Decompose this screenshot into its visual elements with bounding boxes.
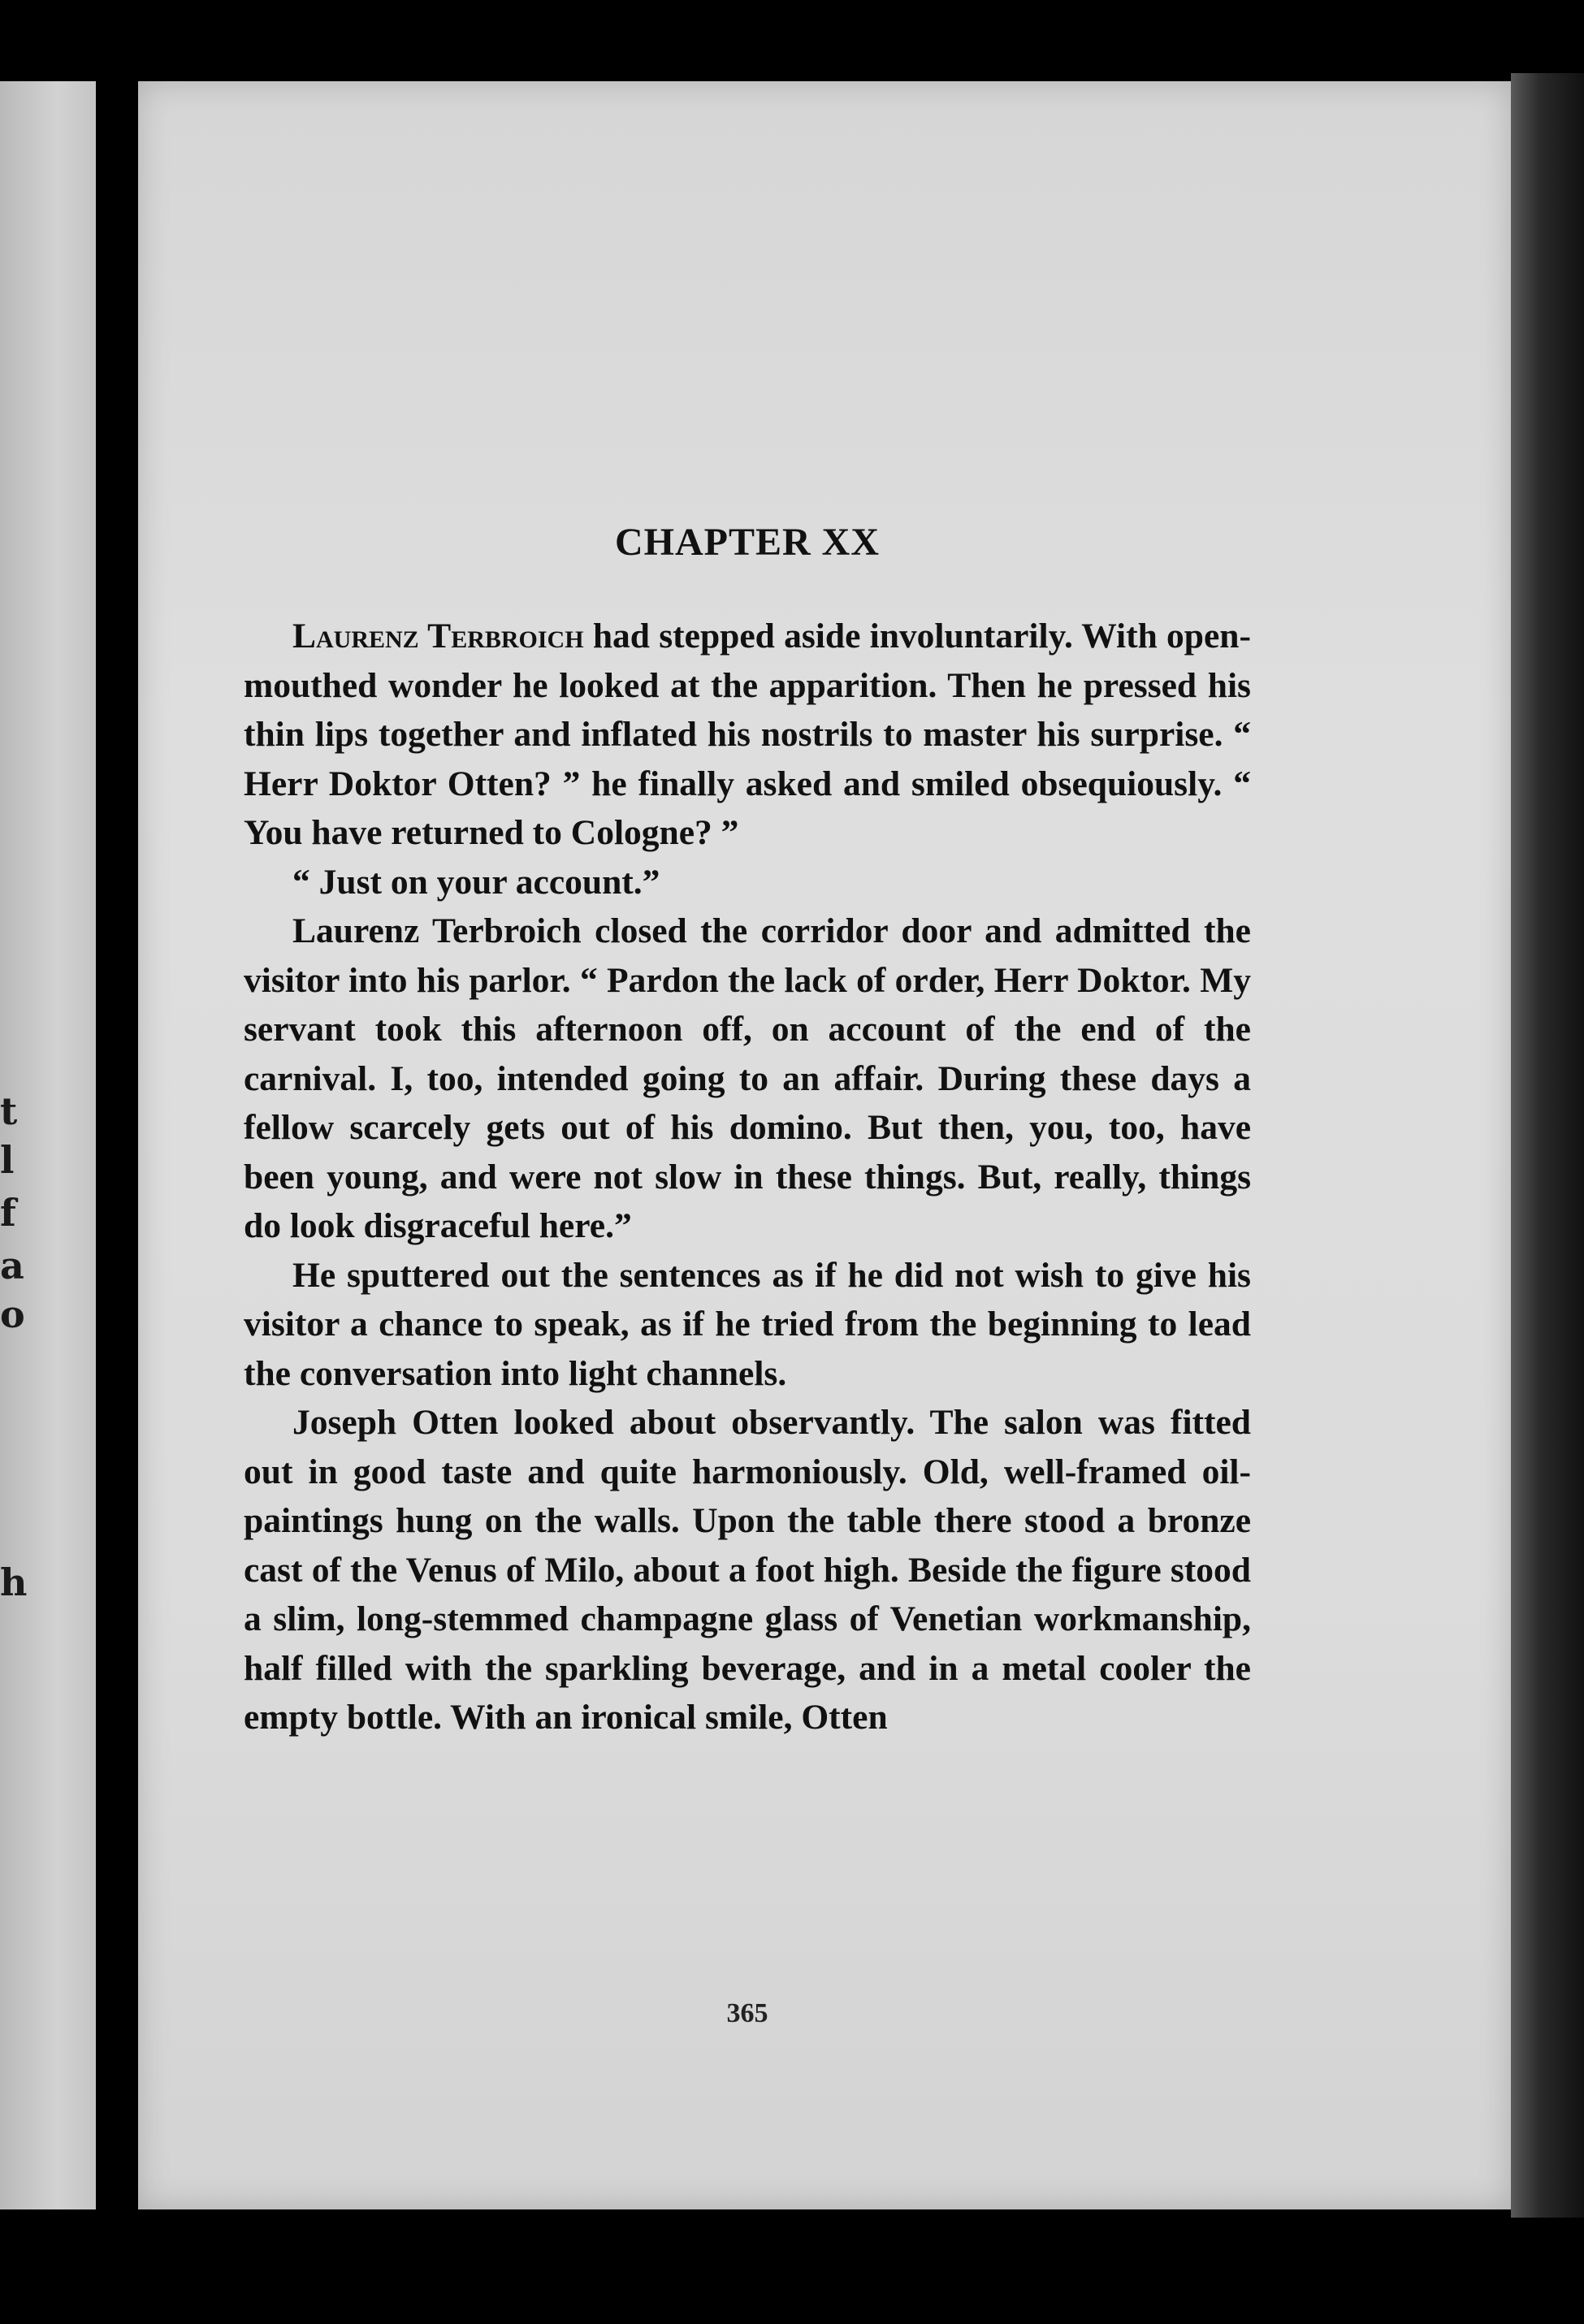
paragraph-text: “ Just on your account.” (292, 862, 660, 902)
paragraph (244, 1398, 1251, 1742)
facing-page-letter: o (0, 1292, 25, 1336)
facing-page-letter: h (0, 1560, 28, 1604)
paragraph-lead-smallcaps: Laurenz Terbroich (292, 617, 584, 656)
paragraph (244, 907, 1251, 1251)
paragraph-text: Laurenz Terbroich closed the corridor door and admitted the visitor into his parlor. “ Pardon the lack of order, Herr Doktor. My servant took this afternoon off, on account of the end of the carnival. I, too, intended going to an affair. During these days a fellow scarcely gets out of his domino. But then, you, too, have been young, and were not slow in these things. But, really, things do look disgraceful here.” (244, 911, 1251, 1245)
paragraph (244, 612, 1251, 858)
chapter-title: CHAPTER XX (614, 521, 880, 564)
page-number: 365 (726, 1998, 768, 2028)
facing-page-letter: t (0, 1089, 18, 1133)
facing-page-letter: f (0, 1191, 16, 1235)
facing-page-letter: a (0, 1244, 24, 1288)
paragraph-text: Joseph Otten looked about observantly. The salon was fitted out in good taste and quite harmoniously. Old, well-framed oil-paintings hung on the walls. Upon the table there stood a bronze cast of the Venus of Milo, about a foot high. Beside the figure stood a slim, long-stemmed champagne glass of Venetian workmanship, half filled with the sparkling beverage, and in a metal cooler the empty bottle. With an ironical smile, Otten (244, 1403, 1251, 1737)
paragraph (244, 1251, 1251, 1399)
paragraph-text: He sputtered out the sentences as if he did not wish to give his visitor a chance to speak, as if he tried from the beginning to lead the conversation into light channels. (244, 1255, 1251, 1393)
facing-page-letter: l (0, 1138, 15, 1182)
page-edge-shadow (1511, 73, 1584, 2218)
page-text-block (244, 520, 1251, 1742)
facing-page-edge (0, 81, 96, 2209)
paragraph (244, 858, 1251, 907)
paragraph-text: had stepped aside involuntarily. With open-mouthed wonder he looked at the apparition. Then he pressed his thin lips together and inflated his nostrils to master his surprise. “ Herr Doktor Otten? ” he finally asked and smiled obsequiously. “ You have returned to Cologne? ” (244, 617, 1251, 852)
